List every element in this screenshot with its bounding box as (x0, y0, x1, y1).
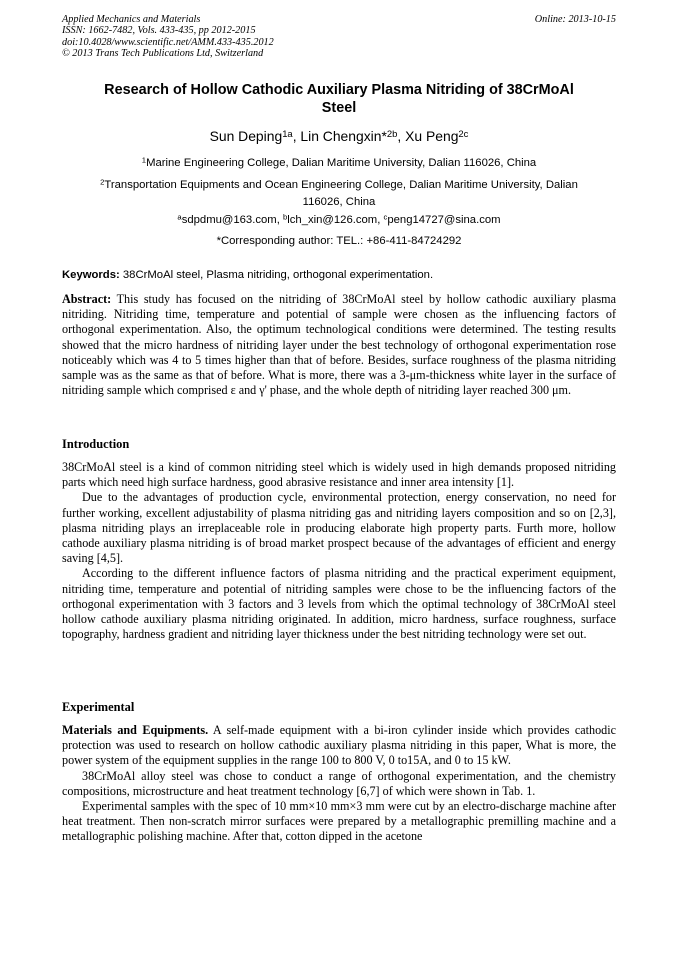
email-address: lch_xin@126.com, (287, 214, 384, 226)
introduction-body (62, 460, 616, 642)
keywords-text: 38CrMoAl steel, Plasma nitriding, orthogonal experimentation. (119, 269, 434, 281)
affiliation-2 (62, 177, 616, 210)
author-name: Lin Chengxin* (300, 128, 387, 144)
online-date: Online: 2013-10-15 (534, 14, 616, 25)
email-superscript: a (177, 212, 182, 222)
affiliation-text: Transportation Equipments and Ocean Engineering College, Dalian Maritime University, Dalian (104, 179, 578, 191)
section-heading-experimental: Experimental (62, 700, 135, 714)
corresponding-author: *Corresponding author: TEL.: +86-411-84724292 (216, 235, 462, 247)
author-name: Xu Peng (405, 128, 459, 144)
affiliation-1 (62, 155, 616, 172)
section-heading-introduction: Introduction (62, 437, 130, 451)
paragraph: 38CrMoAl alloy steel was chose to conduct a range of orthogonal experimentation, and the chemistry compositions, microstructure and heat treatment technology [6,7] of which were shown in Tab. 1. (62, 768, 616, 798)
affiliation-line: 116026, China (302, 195, 376, 208)
affiliation-text: Marine Engineering College, Dalian Maritime University, Dalian 116026, China (146, 157, 537, 169)
paragraph: Due to the advantages of production cycle, environmental protection, energy conservation, no need for further working, excellent adjustability of plasma nitriding gas and nitriding layers composition and so on [2,3], plasma nitriding plays an irreplaceable role in producing elaborate high property parts. Furth more, hollow cathode auxiliary plasma nitriding is of broad market prospect because of the advantages of efficient and energy saving [4,5]. (62, 490, 616, 566)
author-superscript: 2b (386, 128, 398, 140)
paragraph: 38CrMoAl steel is a kind of common nitriding steel which is widely used in high demands proposed nitriding parts which need high surface hardness, good abrasive resistance and inner area intensity [1]. (62, 460, 616, 490)
paragraph: According to the different influence factors of plasma nitriding and the practical experiment equipment, nitriding time, temperature and potential of nitriding samples were chose to be the influencing factors of the orthogonal experimentation with 3 factors and 3 levels from which the optimal technology of 38CrMoAl steel hollow cathode auxiliary plasma nitriding originated. In addition, micro hardness, surface roughness, surface topography, hardness gradient and nitriding layer thickness under the best nitriding technology were set out. (62, 566, 616, 642)
author-separator: , (397, 128, 406, 144)
author-superscript: 2c (458, 128, 469, 140)
email-address: peng14727@sina.com (387, 214, 501, 226)
journal-name: Applied Mechanics and Materials (62, 14, 201, 25)
keywords-label: Keywords: (62, 269, 120, 281)
affiliation-superscript: 1 (141, 155, 147, 165)
copyright-line: © 2013 Trans Tech Publications Ltd, Switzerland (62, 47, 264, 59)
affiliation-superscript: 2 (100, 177, 105, 187)
paper-title (62, 82, 616, 117)
email-list (62, 212, 616, 229)
doi-line: doi:10.4028/www.scientific.net/AMM.433-435.2012 (62, 36, 274, 48)
email-superscript: c (383, 212, 388, 222)
title-line-2: Steel (321, 99, 357, 116)
experimental-body (62, 723, 616, 845)
email-address: sdpdmu@163.com, (181, 214, 283, 226)
subsection-label: Materials and Equipments. (62, 723, 209, 737)
email-superscript: b (282, 212, 288, 222)
paragraph-text: A self-made equipment with a bi-iron cylinder inside which provides cathodic protection was used to research on hollow cathodic auxiliary plasma nitriding in this paper, What is more, the power system of the equipment supplies in the range 100 to 800 V, 0 to15A, and 0 to 15 kW. (62, 723, 616, 768)
abstract-text: This study has focused on the nitriding of 38CrMoAl steel by hollow cathodic auxiliary plasma nitriding. Nitriding time, temperature and potential of sample were chosen as the influencing factors of orthogonal experimentation. Also, the optimum technological conditions were determined. The testing results showed that the micro hardness of nitriding layer under the best technology of orthogonal experimentation rose noticeably which was 4 to 5 times higher than that of before. Besides, surface roughness of the plasma nitriding sample was as the same as that of before. What is more, there was a 3-μm-thickness white layer in the surface of nitriding sample which comprised ε and γ' phase, and the whole depth of nitriding layer reached 300 μm. (62, 292, 616, 398)
keywords (62, 268, 616, 283)
journal-header (62, 14, 616, 59)
paragraph: Experimental samples with the spec of 10 mm×10 mm×3 mm were cut by an electro-discharge machine after heat treatment. Then non-scratch mirror surfaces were prepared by a metallographic premilling machine and a metallographic polishing machine. After that, cotton dipped in the acetone (62, 799, 616, 844)
author-list (62, 127, 616, 145)
title-line-1: Research of Hollow Cathodic Auxiliary Plasma Nitriding of 38CrMoAl (104, 82, 574, 98)
abstract (62, 292, 616, 398)
author-name: Sun Deping (209, 128, 283, 144)
affiliation-line (62, 177, 616, 194)
author-separator: , (292, 128, 301, 144)
issn-line: ISSN: 1662-7482, Vols. 433-435, pp 2012-2015 (62, 25, 256, 37)
author-superscript: 1a (282, 128, 293, 140)
abstract-label: Abstract: (62, 292, 112, 306)
